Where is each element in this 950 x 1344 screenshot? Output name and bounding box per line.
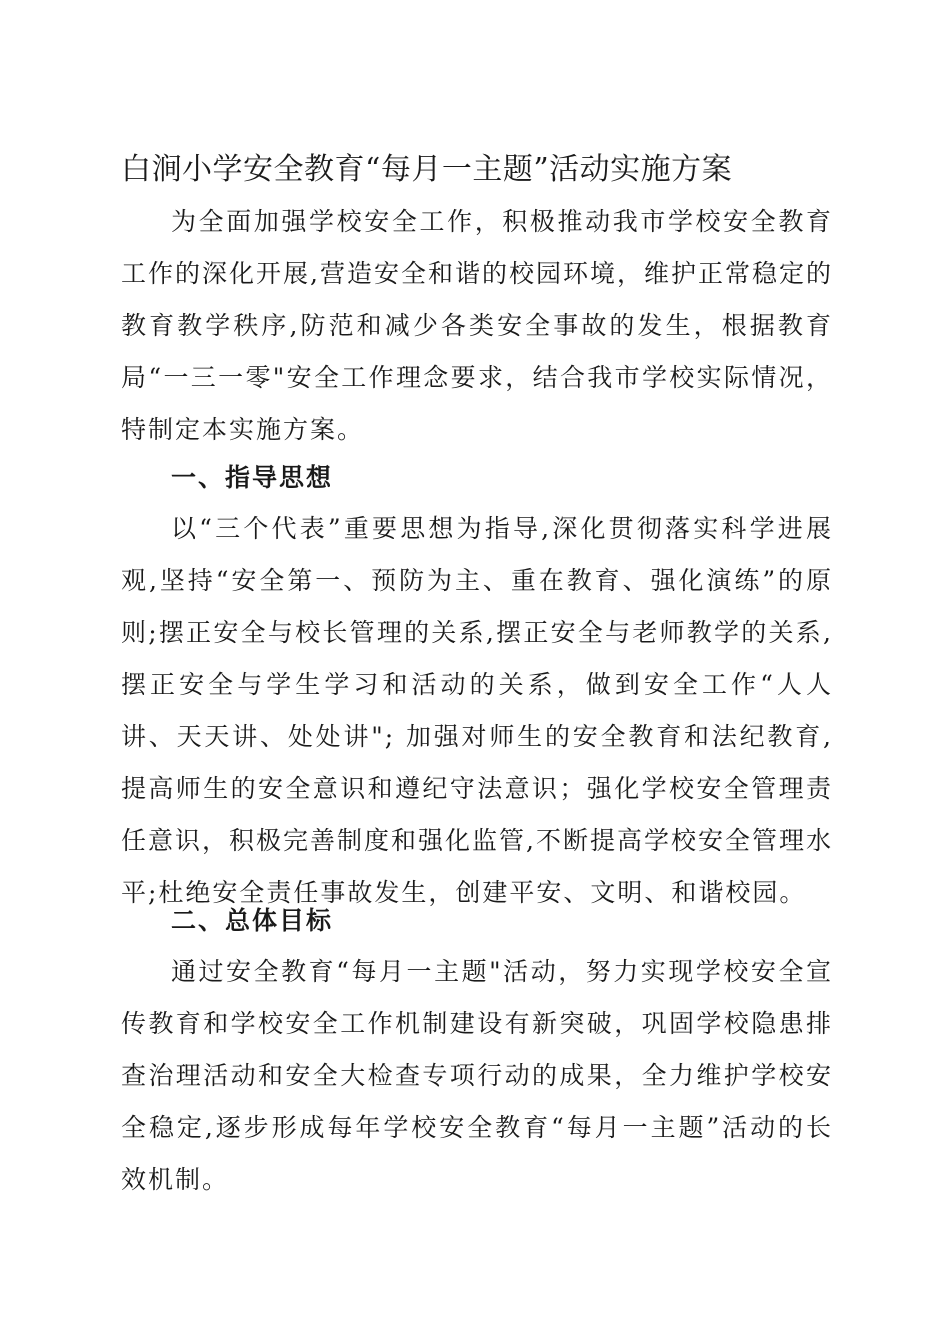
- section-heading-overall-goal: 二、总体目标: [171, 906, 334, 935]
- section-body-overall-goal: 通过安全教育“每月一主题"活动，努力实现学校安全宣传教育和学校安全工作机制建设有新突破，巩固学校隐患排查治理活动和安全大检查专项行动的成果，全力维护学校安全稳定,逐步形成每年学校安全教育“每月一主题”活动的长效机制。: [121, 957, 833, 1194]
- intro-paragraph: 为全面加强学校安全工作，积极推动我市学校安全教育工作的深化开展,营造安全和谐的校园环境，维护正常稳定的教育教学秩序,防范和减少各类安全事故的发生，根据教育局“一三一零"安全工作理念要求，结合我市学校实际情况，特制定本实施方案。: [121, 207, 833, 444]
- document-title: 白涧小学安全教育“每月一主题”活动实施方案: [121, 152, 733, 187]
- section-heading-guiding-ideology: 一、指导思想: [171, 463, 334, 492]
- section-body-guiding-ideology: 以“三个代表”重要思想为指导,深化贯彻落实科学进展观,坚持“安全第一、预防为主、重在教育、强化演练”的原则;摆正安全与校长管理的关系,摆正安全与老师教学的关系,摆正安全与学生学习和活动的关系，做到安全工作“人人讲、天天讲、处处讲"; 加强对师生的安全教育和法纪教育,提高师生的安全意识和遵纪守法意识；强化学校安全管理责任意识，积极完善制度和强化监管,不断提高学校安全管理水平;杜绝安全责任事故发生，创建平安、文明、和谐校园。: [121, 514, 833, 907]
